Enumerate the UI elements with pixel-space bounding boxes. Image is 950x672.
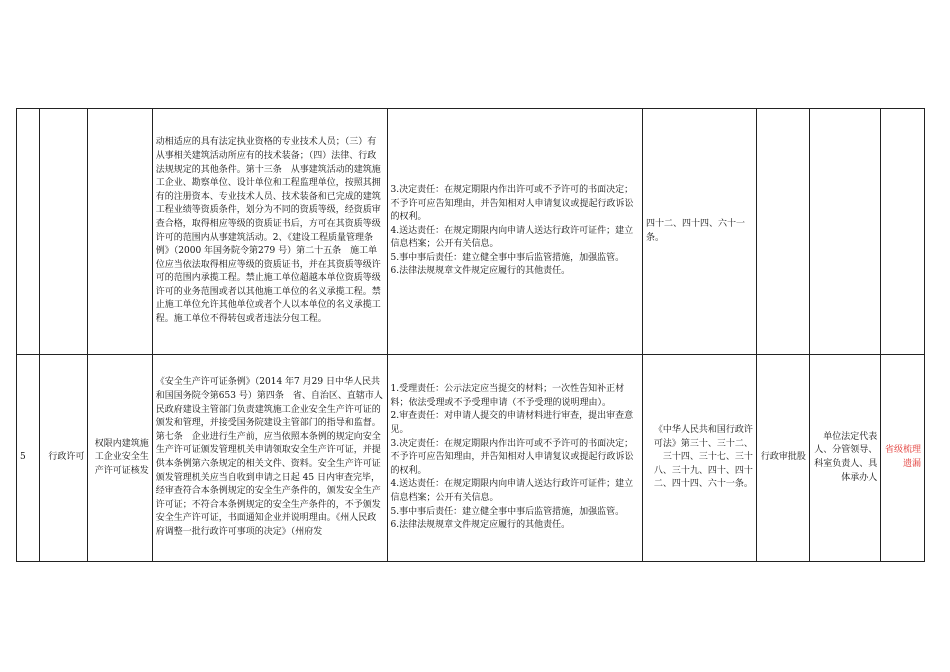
cell-note bbox=[881, 109, 925, 355]
cell-resp bbox=[809, 109, 880, 355]
cell-basis: 《安全生产许可证条例》（2014 年7 月29 日中华人民共和国国务院令第653 号）第四条 省、自治区、直辖市人民政府建设主管部门负责建筑施工企业安全生产许可证的颁发和管理，并接受国务院建设主管部门的指导和监督。第七条 企业进行生产前，应当依照本条例的规定向安全生产许可证颁发管理机关申请领取安全生产许可证，并提供本条例第六条规定的相关文件、资料。安全生产许可证颁发管理机关应当自收到申请之日起 45 日内审查完毕，经审查符合本条例规定的安全生产条件的，颁发安全生产许可证；不符合本条例规定的安全生产条件的，不予颁发安全生产许可证，书面通知企业并说明理由。《州人民政府调整一批行政许可事项的决定》（州府发 bbox=[152, 355, 387, 562]
cell-basis: 动相适应的具有法定执业资格的专业技术人员；（三）有从事相关建筑活动所应有的技术装备；（四）法律、行政法规规定的其他条件。第十三条 从事建筑活动的建筑施工企业、勘察单位、设计单位和工程监理单位，按照其拥有的注册资本、专业技术人员、技术装备和已完成的建筑工程业绩等资质条件，划分为不同的资质等级，经资质审查合格，取得相应等级的资质证书后，方可在其资质等级许可的范围内从事建筑活动。2、《建设工程质量管理条例》（2000 年国务院令第279 号）第二十五条 施工单位应当依法取得相应等级的资质证书，并在其资质等级许可的范围内承揽工程。禁止施工单位超越本单位资质等级许可的业务范围或者以其他施工单位的名义承揽工程。禁止施工单位允许其他单位或者个人以本单位的名义承揽工程。施工单位不得转包或者违法分包工程。 bbox=[152, 109, 387, 355]
table-row bbox=[17, 355, 925, 562]
cell-dept: 行政审批股 bbox=[756, 355, 809, 562]
authority-list-table bbox=[16, 108, 925, 562]
cell-index: 5 bbox=[17, 355, 40, 562]
cell-index bbox=[17, 109, 40, 355]
cell-resp: 单位法定代表人、分管领导、科室负责人、具体承办人 bbox=[809, 355, 880, 562]
cell-type bbox=[40, 109, 88, 355]
cell-note: 省级梳理遗漏 bbox=[881, 355, 925, 562]
table-row bbox=[17, 109, 925, 355]
cell-name: 权限内建筑施工企业安全生产许可证核发 bbox=[88, 355, 152, 562]
cell-type: 行政许可 bbox=[40, 355, 88, 562]
cell-duty: 3.决定责任：在规定期限内作出许可或不予许可的书面决定；不予许可应告知理由，并告知相对人申请复议或提起行政诉讼的权利。 4.送达责任：在规定期限内向申请人送达行政许可证件；建立信息档案；公开有关信息。 5.事中事后责任：建立健全事中事后监管措施，加强监管。 6.法律法规规章文件规定应履行的其他责任。 bbox=[387, 109, 642, 355]
cell-name bbox=[88, 109, 152, 355]
cell-duty: 1.受理责任：公示法定应当提交的材料；一次性告知补正材料；依法受理或不予受理申请（不予受理的说明理由）。 2.审查责任：对申请人提交的申请材料进行审查，提出审查意见。 3.决定责任：在规定期限内作出许可或不予许可的书面决定；不予许可应告知理由，并告知相对人申请复议或提起行政诉讼的权利。 4.送达责任：在规定期限内向申请人送达行政许可证件；建立信息档案；公开有关信息。 5.事中事后责任：建立健全事中事后监管措施，加强监管。 6.法律法规规章文件规定应履行的其他责任。 bbox=[387, 355, 642, 562]
cell-dept bbox=[756, 109, 809, 355]
cell-law: 四十二、四十四、六十一条。 bbox=[643, 109, 757, 355]
cell-law: 《中华人民共和国行政许可法》第三十、三十二、三十四、三十七、三十八、三十九、四十、四十二、四十四、六十一条。 bbox=[643, 355, 757, 562]
